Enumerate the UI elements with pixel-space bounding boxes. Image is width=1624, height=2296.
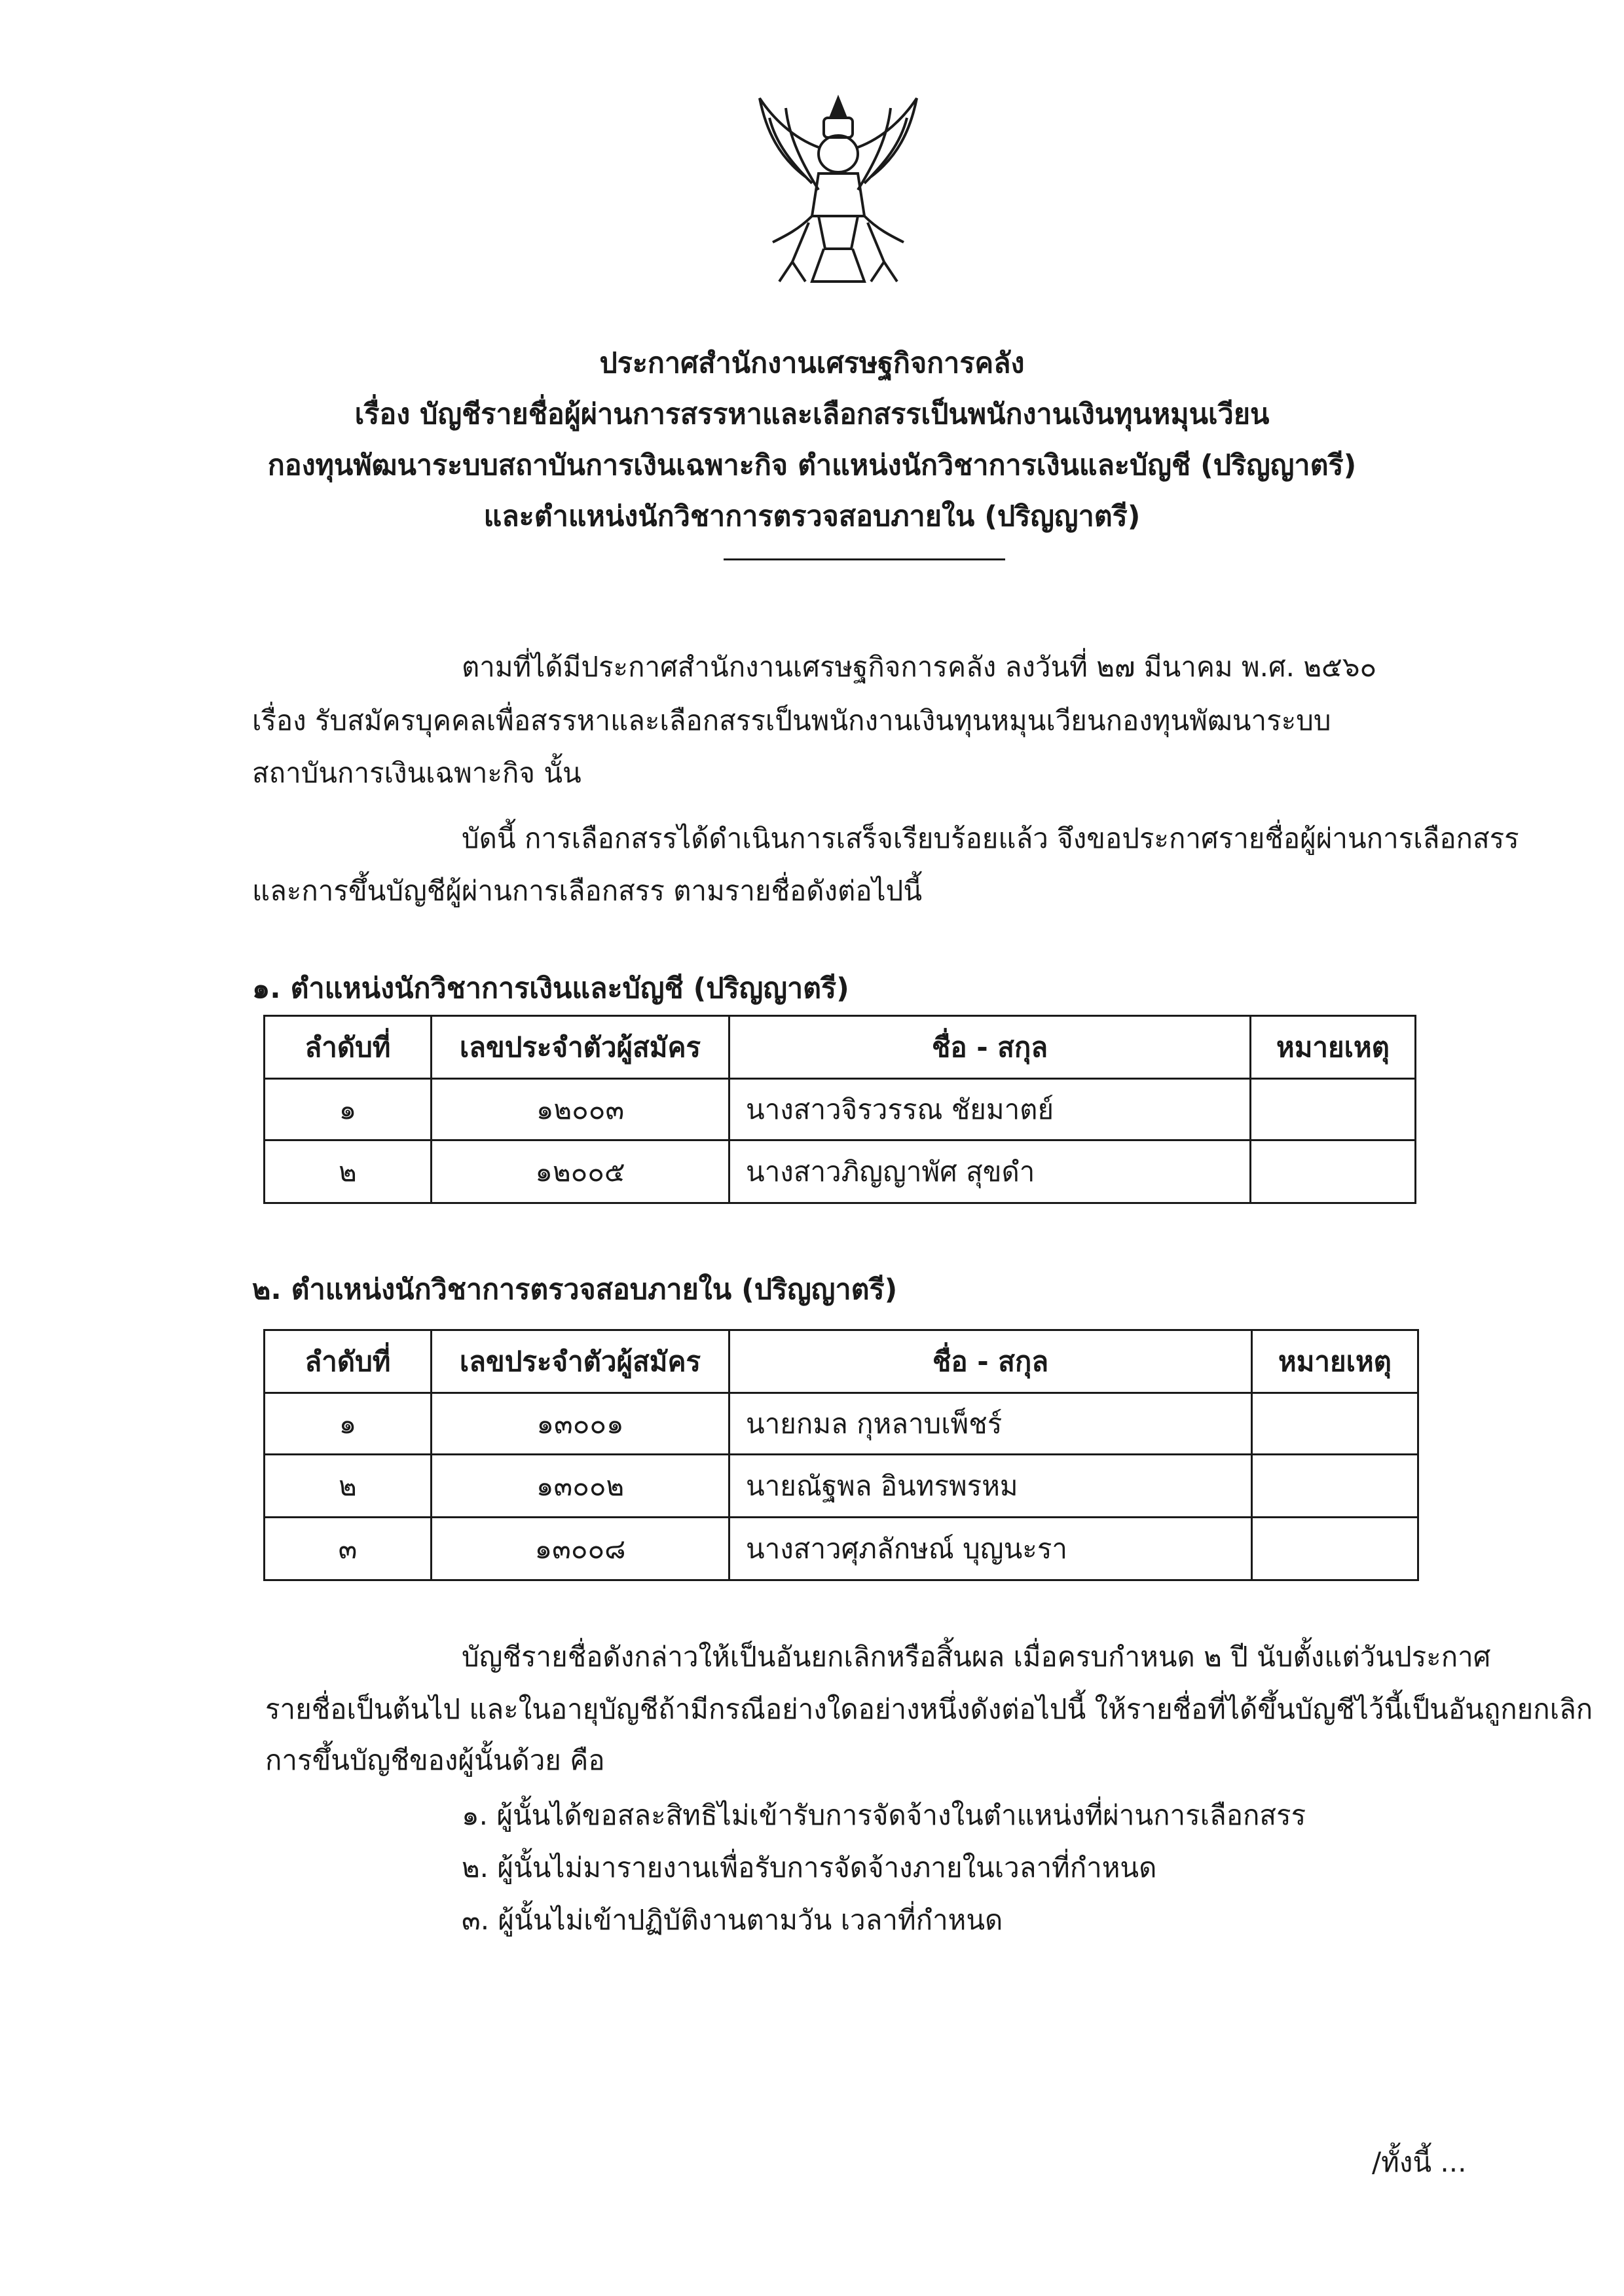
row-applicant-id: ๑๒๐๐๓ (432, 1079, 729, 1140)
announcement-title: ประกาศสำนักงานเศรษฐกิจการคลัง (599, 347, 1025, 380)
table-header-row (265, 1330, 1418, 1393)
col-header-applicant-id: เลขประจำตัวผู้สมัคร (432, 1330, 729, 1393)
col-header-name: ชื่อ - สกุล (729, 1016, 1251, 1079)
table-row (265, 1140, 1416, 1203)
row-remark (1252, 1518, 1418, 1580)
row-name: นายณัฐพล อินทรพรหม (729, 1455, 1252, 1518)
row-applicant-id: ๑๓๐๐๘ (432, 1518, 729, 1580)
row-no: ๓ (265, 1518, 432, 1580)
section-2-heading: ๒. ตำแหน่งนักวิชาการตรวจสอบภายใน (ปริญญาตรี) (252, 1273, 898, 1306)
title-divider (724, 558, 1005, 560)
row-name: นางสาวศุภลักษณ์ บุญนะรา (729, 1518, 1252, 1580)
table-row (265, 1455, 1418, 1518)
col-header-remark: หมายเหตุ (1251, 1016, 1416, 1079)
condition-item-2: ๒. ผู้นั้นไม่มารายงานเพื่อรับการจัดจ้างภายในเวลาที่กำหนด (462, 1851, 1157, 1884)
condition-item-3: ๓. ผู้นั้นไม่เข้าปฏิบัติงานตามวัน เวลาที่กำหนด (462, 1904, 1003, 1936)
table-row (265, 1079, 1416, 1140)
subject-line-2: กองทุนพัฒนาระบบสถาบันการเงินเฉพาะกิจ ตำแหน่งนักวิชาการเงินและบัญชี (ปริญญาตรี) (267, 449, 1357, 482)
table-header-row (265, 1016, 1416, 1079)
condition-item-1: ๑. ผู้นั้นได้ขอสละสิทธิไม่เข้ารับการจัดจ้างในตำแหน่งที่ผ่านการเลือกสรร (462, 1799, 1306, 1831)
row-no: ๒ (265, 1140, 432, 1203)
announce-line-1: บัดนี้ การเลือกสรรได้ดำเนินการเสร็จเรียบร้อยแล้ว จึงขอประกาศรายชื่อผู้ผ่านการเลือกสรร (462, 822, 1519, 854)
closing-line-2: รายชื่อเป็นต้นไป และในอายุบัญชีถ้ามีกรณีอย่างใดอย่างหนึ่งดังต่อไปนี้ ให้รายชื่อที่ได้ขึ้นบัญชีไว้นี้เป็นอันถูกยกเลิก (265, 1693, 1593, 1725)
col-header-applicant-id: เลขประจำตัวผู้สมัคร (432, 1016, 729, 1079)
row-name: นางสาวภิญญาพัศ สุขดำ (729, 1140, 1251, 1203)
row-no: ๒ (265, 1455, 432, 1518)
row-remark (1251, 1140, 1416, 1203)
announce-line-2: และการขึ้นบัญชีผู้ผ่านการเลือกสรร ตามรายชื่อดังต่อไปนี้ (252, 875, 923, 907)
section-2-table (263, 1329, 1419, 1581)
table-row (265, 1518, 1418, 1580)
section-1-table (263, 1015, 1416, 1204)
col-header-no: ลำดับที่ (265, 1330, 432, 1393)
row-no: ๑ (265, 1079, 432, 1140)
subject-line-1: เรื่อง บัญชีรายชื่อผู้ผ่านการสรรหาและเลือกสรรเป็นพนักงานเงินทุนหมุนเวียน (354, 398, 1270, 431)
intro-line-3: สถาบันการเงินเฉพาะกิจ นั้น (252, 757, 581, 789)
row-no: ๑ (265, 1393, 432, 1455)
col-header-remark: หมายเหตุ (1252, 1330, 1418, 1393)
row-applicant-id: ๑๓๐๐๑ (432, 1393, 729, 1455)
table-row (265, 1393, 1418, 1455)
col-header-name: ชื่อ - สกุล (729, 1330, 1252, 1393)
closing-line-3: การขึ้นบัญชีของผู้นั้นด้วย คือ (265, 1744, 605, 1776)
subject-line-3: และตำแหน่งนักวิชาการตรวจสอบภายใน (ปริญญาตรี) (483, 500, 1141, 533)
row-applicant-id: ๑๒๐๐๕ (432, 1140, 729, 1203)
row-name: นางสาวจิรวรรณ ชัยมาตย์ (729, 1079, 1251, 1140)
garuda-emblem-icon (747, 92, 930, 288)
closing-line-1: บัญชีรายชื่อดังกล่าวให้เป็นอันยกเลิกหรือสิ้นผล เมื่อครบกำหนด ๒ ปี นับตั้งแต่วันประกาศ (462, 1641, 1491, 1673)
intro-line-1: ตามที่ได้มีประกาศสำนักงานเศรษฐกิจการคลัง ลงวันที่ ๒๗ มีนาคม พ.ศ. ๒๕๖๐ (462, 651, 1377, 683)
continued-marker: /ทั้งนี้ ... (1372, 2146, 1467, 2178)
row-remark (1252, 1393, 1418, 1455)
section-1-heading: ๑. ตำแหน่งนักวิชาการเงินและบัญชี (ปริญญาตรี) (252, 972, 849, 1005)
row-remark (1251, 1079, 1416, 1140)
col-header-no: ลำดับที่ (265, 1016, 432, 1079)
row-applicant-id: ๑๓๐๐๒ (432, 1455, 729, 1518)
row-name: นายกมล กุหลาบเพ็ชร์ (729, 1393, 1252, 1455)
row-remark (1252, 1455, 1418, 1518)
intro-line-2: เรื่อง รับสมัครบุคคลเพื่อสรรหาและเลือกสรรเป็นพนักงานเงินทุนหมุนเวียนกองทุนพัฒนาระบบ (252, 704, 1331, 737)
